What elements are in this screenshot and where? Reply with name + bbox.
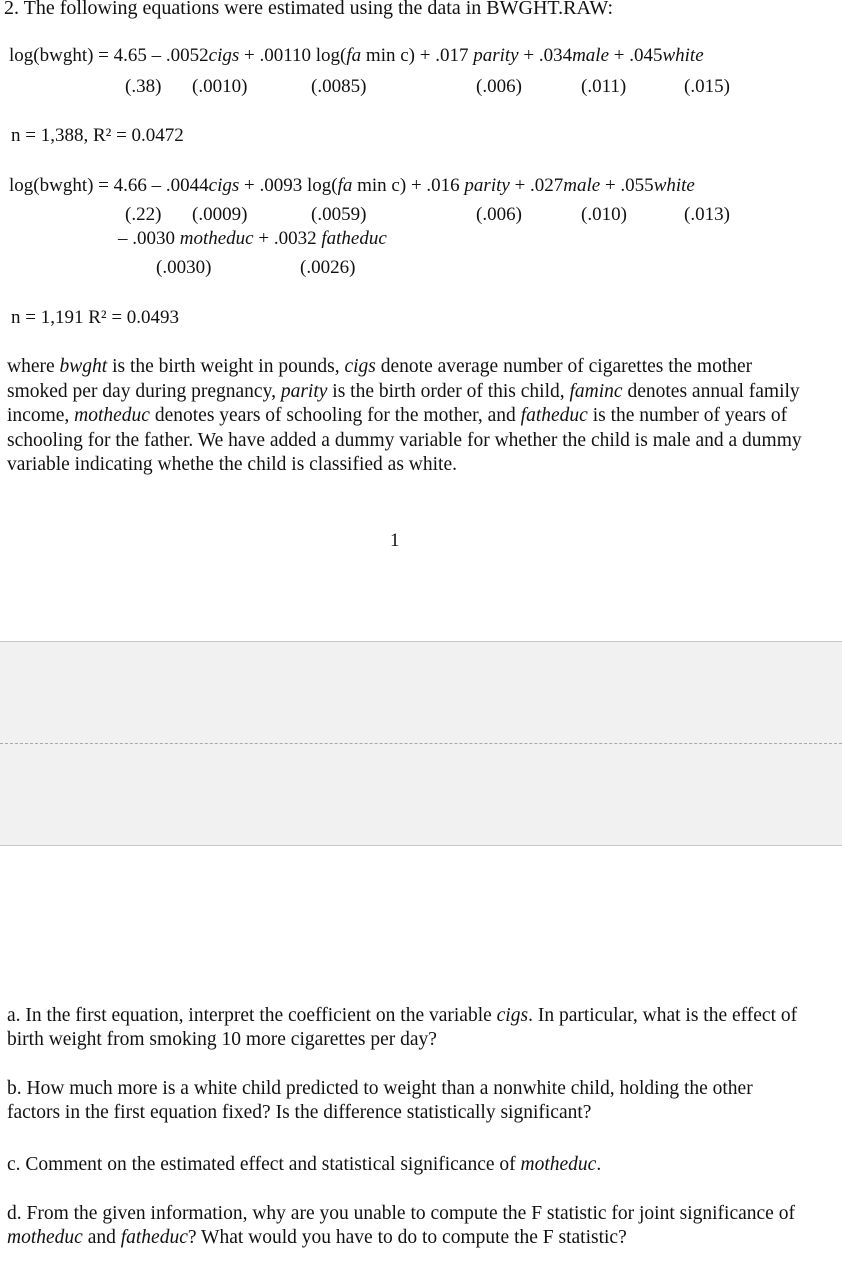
eq2-se-6: (.013) — [684, 204, 730, 225]
question-d: d. From the given information, why are you unable to compute the F statistic for joint significance of motheduc and fatheduc? What would you have to do to compute the F statistic? — [7, 1203, 795, 1248]
eq1-stats: n = 1,388, R² = 0.0472 — [11, 125, 184, 146]
page-break-bottom — [0, 744, 842, 846]
eq2-stats: n = 1,191 R² = 0.0493 — [11, 307, 180, 328]
eq1-se-1: (.38) — [125, 76, 162, 97]
eq2-se-2: (.0009) — [192, 204, 248, 225]
eq2-se-4: (.006) — [476, 204, 522, 225]
variable-description: where bwght is the birth weight in pounds, cigs denote average number of cigarettes the mother smoked per day during pregnancy, parity is the birth order of this child, faminc denotes annual family income, motheduc denotes years of schooling for the mother, and fatheduc is the number of years of schooling for the father. We have added a dummy variable for whether the child is male and a dummy variable indicating whethe the child is classified as white. — [7, 356, 802, 475]
eq1-se-5: (.011) — [581, 76, 627, 97]
eq2-se-fatheduc: (.0026) — [300, 257, 356, 278]
equation-2-line-2: – .0030 motheduc + .0032 fatheduc — [118, 228, 387, 249]
question-b: b. How much more is a white child predicted to weight than a nonwhite child, holding the other factors in the first equation fixed? Is the difference statistically significant? — [7, 1078, 753, 1123]
question-a: a. In the first equation, interpret the coefficient on the variable cigs. In particular, what is the effect of birth weight from smoking 10 more cigarettes per day? — [7, 1005, 798, 1050]
eq2-se-3: (.0059) — [311, 204, 367, 225]
eq1-se-2: (.0010) — [192, 76, 248, 97]
eq1-se-4: (.006) — [476, 76, 522, 97]
equation-2: log(bwght) = 4.66 – .0044cigs + .0093 log(fa min c) + .016 parity + .027male + .055white — [9, 175, 695, 196]
equation-1: log(bwght) = 4.65 – .0052cigs + .00110 log(fa min c) + .017 parity + .034male + .045white — [9, 45, 704, 66]
eq2-se-motheduc: (.0030) — [156, 257, 212, 278]
question-c: c. Comment on the estimated effect and statistical significance of motheduc. — [7, 1154, 602, 1175]
eq2-se-5: (.010) — [581, 204, 627, 225]
eq1-se-6: (.015) — [684, 76, 730, 97]
problem-header: 2. The following equations were estimated using the data in BWGHT.RAW: — [4, 0, 614, 19]
eq1-se-3: (.0085) — [311, 76, 367, 97]
eq2-se-1: (.22) — [125, 204, 162, 225]
page-number: 1 — [390, 530, 400, 551]
page-break-top — [0, 641, 842, 744]
